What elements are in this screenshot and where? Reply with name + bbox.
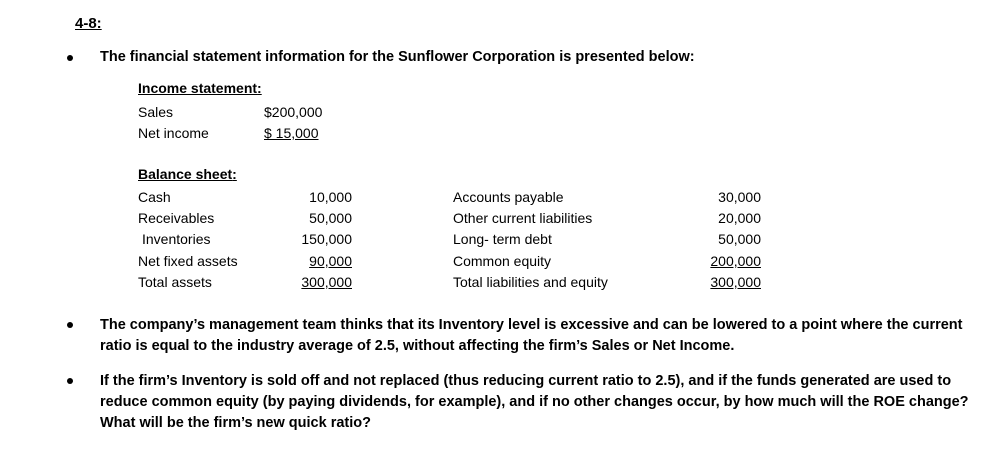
liability-value: 50,000 <box>718 231 761 247</box>
income-row-label: Net income <box>138 125 209 141</box>
asset-label: Inventories <box>142 231 211 247</box>
liability-value <box>690 251 761 271</box>
asset-label: Receivables <box>138 210 215 226</box>
asset-label: Net fixed assets <box>138 253 238 269</box>
balance-sheet-heading-colon: : <box>232 166 237 182</box>
asset-label: Cash <box>138 189 171 205</box>
income-row-value: $ 15,000 <box>264 125 319 141</box>
income-statement-heading <box>138 80 262 96</box>
liability-label: Common equity <box>453 253 552 269</box>
asset-label: Total assets <box>138 274 212 290</box>
asset-value: 150,000 <box>301 231 352 247</box>
liability-value-text: 200,000 <box>710 253 761 269</box>
asset-value <box>282 251 352 271</box>
liability-value: 20,000 <box>718 210 761 226</box>
asset-value <box>282 272 352 292</box>
question-paragraph: If the firm’s Inventory is sold off and not replaced (thus reducing current ratio to 2.5), and if the funds generated are used to reduce common equity (by paying dividends, for example), and if no other changes occur, by how much will the ROE change? What will be the firm’s new quick ratio? <box>100 373 969 431</box>
asset-value-text: 90,000 <box>309 253 352 269</box>
income-statement-heading-text: Income statement <box>138 80 258 96</box>
liability-value: 30,000 <box>718 189 761 205</box>
asset-value-text: 300,000 <box>301 274 352 290</box>
asset-value: 10,000 <box>309 189 352 205</box>
income-row-label: Sales <box>138 104 174 120</box>
bullet-dot-3 <box>67 378 73 384</box>
balance-sheet-heading <box>138 166 237 182</box>
problem-number: 4-8: <box>75 15 102 32</box>
liability-label: Total liabilities and equity <box>453 274 608 290</box>
liability-label: Other current liabilities <box>453 210 593 226</box>
bullet-dot-1 <box>67 55 73 61</box>
liability-value-text: 300,000 <box>710 274 761 290</box>
liability-value <box>690 272 761 292</box>
intro-text: The financial statement information for the Sunflower Corporation is presented below: <box>100 49 695 65</box>
asset-value: 50,000 <box>309 210 352 226</box>
management-paragraph: The company’s management team thinks that its Inventory level is excessive and can be lowered to a point where the current ratio is equal to the industry average of 2.5, without affecting the firm’s Sales or Net Income. <box>100 317 963 354</box>
bullet-dot-2 <box>67 322 73 328</box>
balance-sheet-heading-text: Balance sheet <box>138 166 233 182</box>
income-row-value: $200,000 <box>264 104 323 120</box>
income-statement-heading-colon: : <box>257 80 262 96</box>
liability-label: Long- term debt <box>453 231 552 247</box>
liability-label: Accounts payable <box>453 189 564 205</box>
